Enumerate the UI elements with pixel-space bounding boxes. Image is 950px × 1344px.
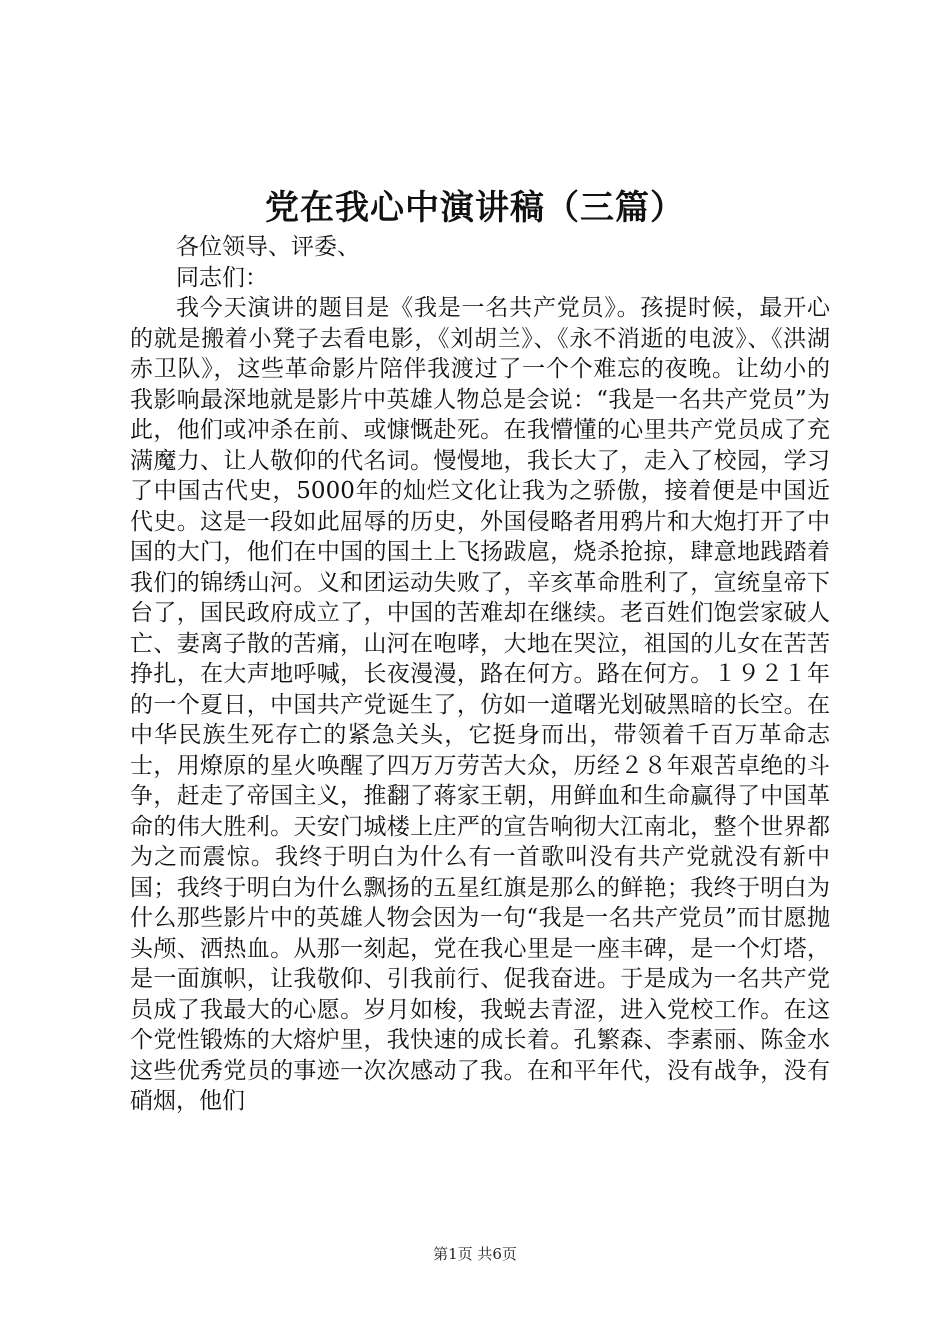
body-paragraph-1: 我今天演讲的题目是《我是一名共产党员》。孩提时候，最开心的就是搬着小凳子去看电影，《刘胡兰》、《永不消逝的电波》、《洪湖赤卫队》，这些革命影片陪伴我渡过了一个个难忘的夜晚。让幼小的我影响最深地就是影片中英雄人物总是会说：“我是一名共产党员”为此，他们或冲杀在前、或慷慨赴死。在我懵懂的心里共产党员成了充满魔力、让人敬仰的代名词。慢慢地，我长大了，走入了校园，学习了中国古代史，5000年的灿烂文化让我为之骄傲，接着便是中国近代史。这是一段如此屈辱的历史，外国侵略者用鸦片和大炮打开了中国的大门，他们在中国的国土上飞扬跋扈，烧杀抢掠，肆意地践踏着我们的锦绣山河。义和团运动失败了，辛亥革命胜利了，宣统皇帝下台了，国民政府成立了，中国的苦难却在继续。老百姓们饱尝家破人亡、妻离子散的苦痛，山河在咆哮，大地在哭泣，祖国的儿女在苦苦挣扎，在大声地呼喊，长夜漫漫，路在何方。路在何方。１９２１年的一个夏日，中国共产党诞生了，仿如一道曙光划破黑暗的长空。在中华民族生死存亡的紧急关头，它挺身而出，带领着千百万革命志士，用燎原的星火唤醒了四万万劳苦大众，历经２８年艰苦卓绝的斗争，赶走了帝国主义，推翻了蒋家王朝，用鲜血和生命赢得了中国革命的伟大胜利。天安门城楼上庄严的宣告响彻大江南北，整个世界都为之而震惊。我终于明白为什么有一首歌叫没有共产党就没有新中国；我终于明白为什么飘扬的五星红旗是那么的鲜艳；我终于明白为什么那些影片中的英雄人物会因为一句“我是一名共产党员”而甘愿抛头颅、洒热血。从那一刻起，党在我心里是一座丰碑，是一个灯塔，是一面旗帜，让我敬仰、引我前行、促我奋进。于是成为一名共产党员成了我最大的心愿。岁月如梭，我蜕去青涩，进入党校工作。在这个党性锻炼的大熔炉里，我快速的成长着。孔繁森、李素丽、陈金水这些优秀党员的事迹一次次感动了我。在和平年代，没有战争，没有硝烟，他们	[130, 295, 830, 1114]
page-footer: 第1页 共6页	[433, 1245, 517, 1263]
greeting-line-2: 同志们：	[176, 264, 268, 291]
document-title: 党在我心中演讲稿（三篇）	[265, 188, 685, 228]
greeting-line-1: 各位领导、评委、	[176, 234, 360, 260]
document-body	[130, 232, 830, 1117]
